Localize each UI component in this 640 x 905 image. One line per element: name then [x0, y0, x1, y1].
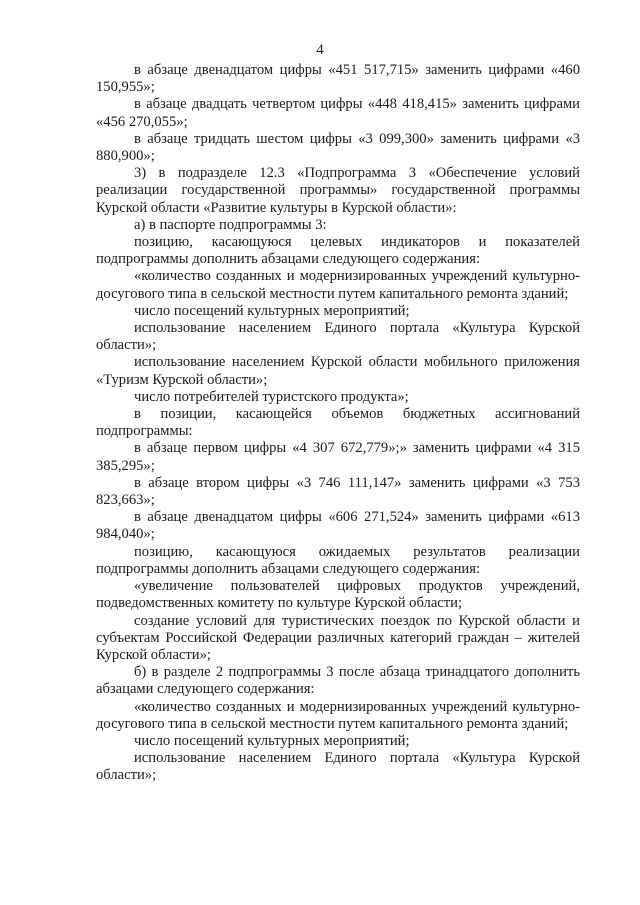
paragraph: в абзаце двадцать четвертом цифры «448 418,415» заменить цифрами «456 270,055»;	[96, 96, 580, 130]
paragraph: использование населением Курской области мобильного приложения «Туризм Курской области»;	[96, 354, 580, 388]
paragraph: «количество созданных и модернизированных учреждений культурно-досугового типа в сельской местности путем капитального ремонта зданий;	[96, 698, 580, 732]
page-number: 4	[316, 42, 324, 58]
paragraph: создание условий для туристических поездок по Курской области и субъектам Российской Федерации различных категорий граждан – жителей Курской области»;	[96, 612, 580, 663]
paragraph: число посещений культурных мероприятий;	[134, 732, 410, 749]
paragraph: позицию, касающуюся ожидаемых результатов реализации подпрограммы дополнить абзацами следующего содержания:	[96, 543, 580, 577]
paragraph: в абзаце тридцать шестом цифры «3 099,300» заменить цифрами «3 880,900»;	[96, 130, 580, 165]
paragraph: б) в разделе 2 подпрограммы 3 после абзаца тринадцатого дополнить абзацами следующего содержания:	[96, 664, 580, 698]
document-body	[96, 62, 580, 785]
paragraph: в абзаце втором цифры «3 746 111,147» заменить цифрами «3 753 823,663»;	[96, 474, 580, 509]
paragraph: число посещений культурных мероприятий;	[134, 302, 410, 319]
paragraph: позицию, касающуюся целевых индикаторов и показателей подпрограммы дополнить абзацами следующего содержания:	[96, 234, 580, 268]
paragraph: в абзаце двенадцатом цифры «451 517,715» заменить цифрами «460 150,955»;	[96, 62, 580, 96]
paragraph: «увеличение пользователей цифровых продуктов учреждений, подведомственных комитету по культуре Курской области;	[96, 578, 580, 612]
paragraph: в абзаце первом цифры «4 307 672,779»;» заменить цифрами «4 315 385,295»;	[96, 440, 580, 474]
paragraph: число потребителей туристского продукта»;	[134, 388, 409, 405]
paragraph: в абзаце двенадцатом цифры «606 271,524» заменить цифрами «613 984,040»;	[96, 509, 580, 543]
paragraph: в позиции, касающейся объемов бюджетных ассигнований подпрограммы:	[96, 406, 580, 440]
paragraph: «количество созданных и модернизированных учреждений культурно-досугового типа в сельской местности путем капитального ремонта зданий;	[96, 268, 580, 302]
paragraph: использование населением Единого портала «Культура Курской области»;	[96, 320, 580, 354]
paragraph: 3) в подразделе 12.3 «Подпрограмма 3 «Обеспечение условий реализации государственной программы» государственной программы Курской области «Развитие культуры в Курской области»:	[96, 165, 580, 216]
paragraph: использование населением Единого портала «Культура Курской области»;	[96, 750, 580, 784]
paragraph: а) в паспорте подпрограммы 3:	[134, 216, 327, 233]
